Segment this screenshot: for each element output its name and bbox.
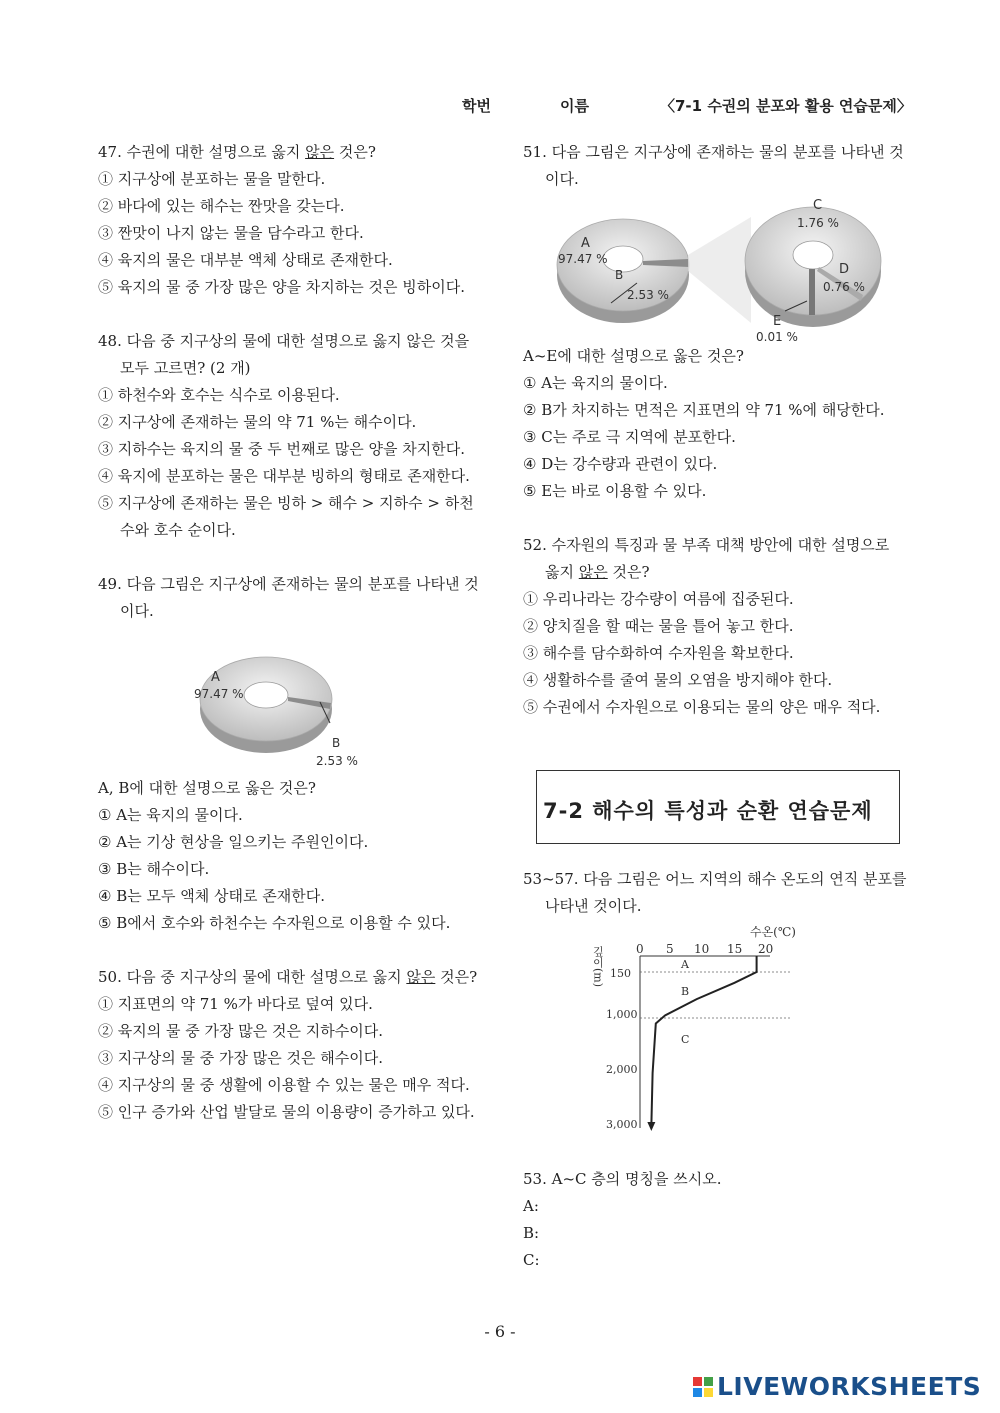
option: ① 하천수와 호수는 식수로 이용된다. bbox=[98, 386, 340, 404]
page-number: - 6 - bbox=[484, 1322, 516, 1341]
option: ③ 해수를 담수화하여 수자원을 확보한다. bbox=[523, 644, 794, 662]
underlined-word: 않은 bbox=[406, 968, 436, 986]
option: ⑤ 인구 증가와 산업 발달로 물의 이용량이 증가하고 있다. bbox=[98, 1103, 475, 1121]
layer-label-b: B bbox=[681, 985, 690, 998]
y-tick: 3,000 bbox=[606, 1118, 638, 1131]
answer-line-a: A: bbox=[523, 1197, 539, 1215]
x-tick: 5 bbox=[666, 942, 674, 956]
curve-arrowhead bbox=[647, 1122, 655, 1131]
option: ⑤ E는 바로 이용할 수 있다. bbox=[523, 482, 707, 500]
question-49: 49. 다음 그림은 지구상에 존재하는 물의 분포를 나타낸 것이다. A 97.47 % B 2.53 % A, B에 대한 설명으로 옳은 것은? ① A는 육지의 물이다. ② A는 기상 현상을 일으키는 주원인이다. ③ B는 해수이다. ④ B는 모두 액체 상태로 존재한다. ⑤ B에서 호수와 하천수는 수자원으로 이용할 수 있다. bbox=[98, 571, 484, 937]
label-a-value: 97.47 % bbox=[558, 252, 608, 266]
question-48: 48. 다음 중 지구상의 물에 대한 설명으로 옳지 않은 것을 모두 고르면? (2 개) ① 하천수와 호수는 식수로 이용된다. ② 지구상에 존재하는 물의 약 71 %는 해수이다. ③ 지하수는 육지의 물 중 두 번째로 많은 양을 차지한다. ④ 육지에 분포하는 물은 대부분 빙하의 형태로 존재한다. ⑤ 지구상에 존재하는 물은 빙하 > 해수 > 지하수 > 하천수와 호수 순이다. bbox=[98, 328, 484, 544]
option: ⑤ 지구상에 존재하는 물은 빙하 > 해수 > 지하수 > 하천수와 호수 순이다. bbox=[98, 494, 474, 539]
label-c: C bbox=[813, 198, 823, 213]
water-distribution-ring-figure bbox=[98, 625, 484, 775]
liveworksheets-logo-icon bbox=[693, 1377, 713, 1397]
label-b-value: 2.53 % bbox=[316, 754, 358, 768]
option: ③ 지구상의 물 중 가장 많은 것은 해수이다. bbox=[98, 1049, 383, 1067]
label-d-value: 0.76 % bbox=[823, 280, 865, 294]
y-axis-title: 깊이(m) bbox=[591, 946, 605, 988]
question-52: 52. 수자원의 특징과 물 부족 대책 방안에 대한 설명으로 옳지 않은 것은? ① 우리나라는 강수량이 여름에 집중된다. ② 양치질을 할 때는 물을 틀어 놓고 한다. ③ 해수를 담수화하여 수자원을 확보한다. ④ 생활하수를 줄여 물의 오염을 방지해야 한다. ⑤ 수권에서 수자원으로 이용되는 물의 양은 매우 적다. bbox=[523, 532, 907, 721]
student-id-label: 학번 bbox=[462, 97, 491, 115]
x-tick: 10 bbox=[694, 942, 710, 956]
label-e-value: 0.01 % bbox=[756, 330, 798, 343]
option: ⑤ 수권에서 수자원으로 이용되는 물의 양은 매우 적다. bbox=[523, 698, 881, 716]
question-51: 51. 다음 그림은 지구상에 존재하는 물의 분포를 나타낸 것이다. A 97.47 % B 2.53 % C 1.76 % D 0.76 % E 0.01 % A~E에 대한 설명으로 옳은 것은? ① A는 육지의 물이다. ② B가 차지하는 면적은 지표면의 약 71 %에 해당한다. ③ C는 주로 극 지역에 분포한다. ④ D는 강수량과 관련이 있다. ⑤ E는 바로 이용할 수 있다. bbox=[523, 139, 907, 505]
y-tick: 2,000 bbox=[606, 1063, 638, 1076]
left-column bbox=[98, 139, 484, 1126]
brand-name: LIVEWORKSHEETS bbox=[717, 1372, 982, 1401]
brand-logo bbox=[693, 1372, 981, 1401]
x-tick: 0 bbox=[636, 942, 644, 956]
y-tick: 1,000 bbox=[606, 1008, 638, 1021]
option: ① 지표면의 약 71 %가 바다로 덮여 있다. bbox=[98, 995, 373, 1013]
label-a-value: 97.47 % bbox=[194, 687, 244, 701]
label-d: D bbox=[839, 262, 850, 277]
question-53: 53. A~C 층의 명칭을 쓰시오. A: B: C: bbox=[523, 1166, 907, 1274]
label-b-value: 2.53 % bbox=[627, 288, 669, 302]
option: ② A는 기상 현상을 일으키는 주원인이다. bbox=[98, 833, 369, 851]
label-e: E bbox=[773, 314, 782, 329]
option: ④ 육지에 분포하는 물은 대부분 빙하의 형태로 존재한다. bbox=[98, 467, 470, 485]
option: ① 우리나라는 강수량이 여름에 집중된다. bbox=[523, 590, 794, 608]
layer-label-c: C bbox=[681, 1033, 690, 1046]
name-label: 이름 bbox=[560, 97, 589, 115]
label-b: B bbox=[332, 736, 341, 750]
section-title-box bbox=[536, 770, 900, 844]
option: ③ 지하수는 육지의 물 중 두 번째로 많은 양을 차지한다. bbox=[98, 440, 465, 458]
answer-line-b: B: bbox=[523, 1224, 540, 1242]
underlined-word: 않은 bbox=[305, 143, 335, 161]
x-axis-title: 수온(℃) bbox=[750, 925, 796, 939]
option: ⑤ 육지의 물 중 가장 많은 양을 차지하는 것은 빙하이다. bbox=[98, 278, 465, 296]
x-tick: 20 bbox=[758, 942, 774, 956]
option: ⑤ B에서 호수와 하천수는 수자원으로 이용할 수 있다. bbox=[98, 914, 451, 932]
option: ④ B는 모두 액체 상태로 존재한다. bbox=[98, 887, 325, 905]
option: ④ 지구상의 물 중 생활에 이용할 수 있는 물은 매우 적다. bbox=[98, 1076, 470, 1094]
answer-line-c: C: bbox=[523, 1251, 540, 1269]
option: ④ D는 강수량과 관련이 있다. bbox=[523, 455, 718, 473]
x-tick: 15 bbox=[727, 942, 743, 956]
option: ③ C는 주로 극 지역에 분포한다. bbox=[523, 428, 736, 446]
label-a: A bbox=[581, 236, 590, 251]
option: ③ 짠맛이 나지 않는 물을 담수라고 한다. bbox=[98, 224, 364, 242]
question-53-57: 53~57. 다음 그림은 어느 지역의 해수 온도의 연직 분포를 나타낸 것이다. bbox=[523, 870, 907, 915]
page-title: 〈7-1 수권의 분포와 활용 연습문제〉 bbox=[660, 97, 912, 115]
option: ① A는 육지의 물이다. bbox=[523, 374, 668, 392]
option: ③ B는 해수이다. bbox=[98, 860, 210, 878]
label-b: B bbox=[615, 268, 624, 282]
section-title: 7-2 해수의 특성과 순환 연습문제 bbox=[543, 799, 873, 823]
temperature-depth-chart bbox=[590, 922, 810, 1140]
option: ② 바다에 있는 해수는 짠맛을 갖는다. bbox=[98, 197, 345, 215]
question-50: 50. 다음 중 지구상의 물에 대한 설명으로 옳지 않은 것은? ① 지표면의 약 71 %가 바다로 덮여 있다. ② 육지의 물 중 가장 많은 것은 지하수이다. ③ 지구상의 물 중 가장 많은 것은 해수이다. ④ 지구상의 물 중 생활에 이용할 수 있는 물은 매우 적다. ⑤ 인구 증가와 산업 발달로 물의 이용량이 증가하고 있다. bbox=[98, 964, 484, 1126]
layer-label-a: A bbox=[681, 958, 689, 971]
option: ② 양치질을 할 때는 물을 틀어 놓고 한다. bbox=[523, 617, 794, 635]
underlined-word: 않은 bbox=[578, 563, 608, 581]
option: ④ 생활하수를 줄여 물의 오염을 방지해야 한다. bbox=[523, 671, 833, 689]
option: ② B가 차지하는 면적은 지표면의 약 71 %에 해당한다. bbox=[523, 401, 885, 419]
label-a: A bbox=[211, 670, 220, 685]
water-distribution-double-ring-figure bbox=[523, 193, 907, 343]
option: ② 육지의 물 중 가장 많은 것은 지하수이다. bbox=[98, 1022, 383, 1040]
temperature-curve bbox=[651, 956, 756, 1128]
option: ① 지구상에 분포하는 물을 말한다. bbox=[98, 170, 326, 188]
option: ④ 육지의 물은 대부분 액체 상태로 존재한다. bbox=[98, 251, 393, 269]
question-47: 47. 수권에 대한 설명으로 옳지 않은 것은? ① 지구상에 분포하는 물을 말한다. ② 바다에 있는 해수는 짠맛을 갖는다. ③ 짠맛이 나지 않는 물을 담수라고 한다. ④ 육지의 물은 대부분 액체 상태로 존재한다. ⑤ 육지의 물 중 가장 많은 양을 차지하는 것은 빙하이다. bbox=[98, 139, 484, 301]
option: ① A는 육지의 물이다. bbox=[98, 806, 243, 824]
option: ② 지구상에 존재하는 물의 약 71 %는 해수이다. bbox=[98, 413, 417, 431]
label-c-value: 1.76 % bbox=[797, 216, 839, 230]
y-tick: 150 bbox=[610, 967, 631, 980]
right-column bbox=[523, 139, 907, 721]
